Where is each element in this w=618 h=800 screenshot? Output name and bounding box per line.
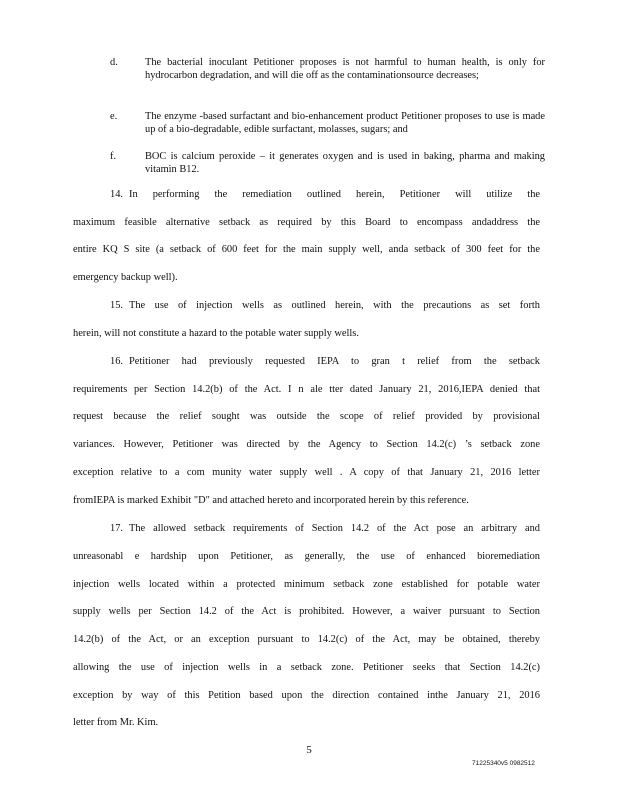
paragraph-line: herein, will not constitute a hazard to the potable water supply wells. — [73, 328, 359, 339]
paragraph-17-first-line — [110, 522, 540, 536]
paragraph-number: 14. — [110, 189, 123, 200]
paragraph-text: The use of injection wells as outlined herein, with the precautions as set forth — [129, 300, 540, 311]
list-text: The bacterial inoculant Petitioner proposes is not harmful to human health, is only for hydrocarbon degradation, and will die off as the contaminationsource decreases; — [145, 57, 545, 81]
list-marker: e. — [110, 111, 118, 122]
paragraph-text: The allowed setback requirements of Section 14.2 of the Act pose an arbitrary and — [129, 523, 540, 534]
paragraph-14-first-line — [110, 188, 540, 202]
paragraph-line: exception relative to a com munity water supply well . A copy of that January 21, 2016 letter — [73, 467, 540, 478]
paragraph-line: unreasonabl e hardship upon Petitioner, as generally, the use of enhanced bioremediation — [73, 551, 540, 562]
paragraph-16-first-line — [110, 355, 540, 369]
paragraph-15-first-line — [110, 299, 540, 313]
list-marker: f. — [110, 151, 117, 162]
paragraph-line: injection wells located within a protected minimum setback zone established for potable water — [73, 579, 540, 590]
paragraph-number: 15. — [110, 300, 123, 311]
list-marker: d. — [110, 57, 118, 68]
paragraph-line: letter from Mr. Kim. — [73, 717, 159, 728]
paragraph-line: supply wells per Section 14.2 of the Act is prohibited. However, a waiver pursuant to Section — [73, 606, 540, 617]
list-text: The enzyme -based surfactant and bio-enhancement product Petitioner proposes to use is made up of a bio-degradable, edible surfactant, molasses, sugars; and — [145, 111, 545, 135]
paragraph-line: entire KQ S site (a setback of 600 feet for the main supply well, anda setback of 300 feet for the — [73, 244, 540, 255]
paragraph-text: In performing the remediation outlined herein, Petitioner will utilize the — [129, 189, 540, 200]
list-text: BOC is calcium peroxide – it generates oxygen and is used in baking, pharma and making vitamin B12. — [145, 151, 545, 175]
paragraph-line: exception by way of this Petition based upon the direction contained inthe January 21, 2016 — [73, 690, 540, 701]
paragraph-number: 16. — [110, 356, 123, 367]
paragraph-text: Petitioner had previously requested IEPA to gran t relief from the setback — [129, 356, 540, 367]
document-id: 71225340v5 0982512 — [472, 760, 535, 767]
paragraph-line: emergency backup well). — [73, 272, 178, 283]
paragraph-line: requirements per Section 14.2(b) of the Act. I n ale tter dated January 21, 2016,IEPA denied that — [73, 384, 540, 395]
paragraph-line: fromIEPA is marked Exhibit "D" and attached hereto and incorporated herein by this reference. — [73, 495, 469, 506]
paragraph-number: 17. — [110, 523, 123, 534]
paragraph-line: variances. However, Petitioner was directed by the Agency to Section 14.2(c) ’s setback zone — [73, 439, 540, 450]
page-number: 5 — [306, 744, 312, 756]
paragraph-line: request because the relief sought was outside the scope of relief provided by provisional — [73, 411, 540, 422]
paragraph-line: allowing the use of injection wells in a setback zone. Petitioner seeks that Section 14.2(c) — [73, 662, 540, 673]
paragraph-line: maximum feasible alternative setback as required by this Board to encompass andaddress the — [73, 217, 540, 228]
paragraph-line: 14.2(b) of the Act, or an exception pursuant to 14.2(c) of the Act, may be obtained, thereby — [73, 634, 540, 645]
